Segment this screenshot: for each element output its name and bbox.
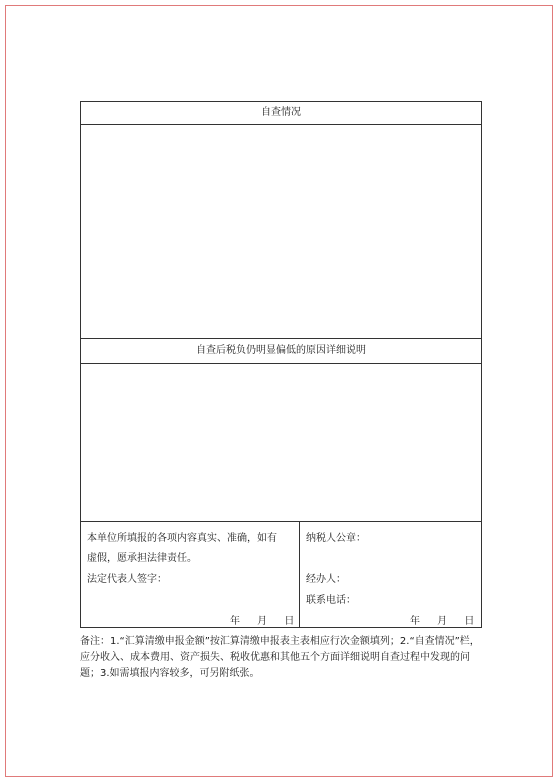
seal-label: 纳税人公章： xyxy=(306,533,366,544)
self-check-form xyxy=(80,101,482,628)
phone-label: 联系电话： xyxy=(306,595,356,606)
reason-title: 自查后税负仍明显偏低的原因详细说明 xyxy=(81,339,481,364)
handler-label: 经办人： xyxy=(306,574,346,585)
footnote: 备注：1.“汇算清缴申报金额”按汇算清缴申报表主表相应行次金额填列；2.“自查情况”栏，应分收入、成本费用、资产损失、税收优惠和其他五个方面详细说明自查过程中发现的问题；3.如需填报内容较多，可另附纸张。 xyxy=(80,636,480,679)
self-check-area[interactable] xyxy=(81,125,481,339)
declaration-line2: 虚假，愿承担法律责任。 xyxy=(87,553,197,564)
declaration-cell xyxy=(81,522,300,627)
taxpayer-cell xyxy=(300,522,481,627)
declaration-line1: 本单位所填报的各项内容真实、准确，如有 xyxy=(87,533,277,544)
declaration-date: 年 月 日 xyxy=(230,616,295,627)
self-check-title: 自查情况 xyxy=(81,102,481,125)
reason-area[interactable] xyxy=(81,364,481,522)
signature-label: 法定代表人签字： xyxy=(87,574,167,585)
taxpayer-date: 年 月 日 xyxy=(410,616,475,627)
